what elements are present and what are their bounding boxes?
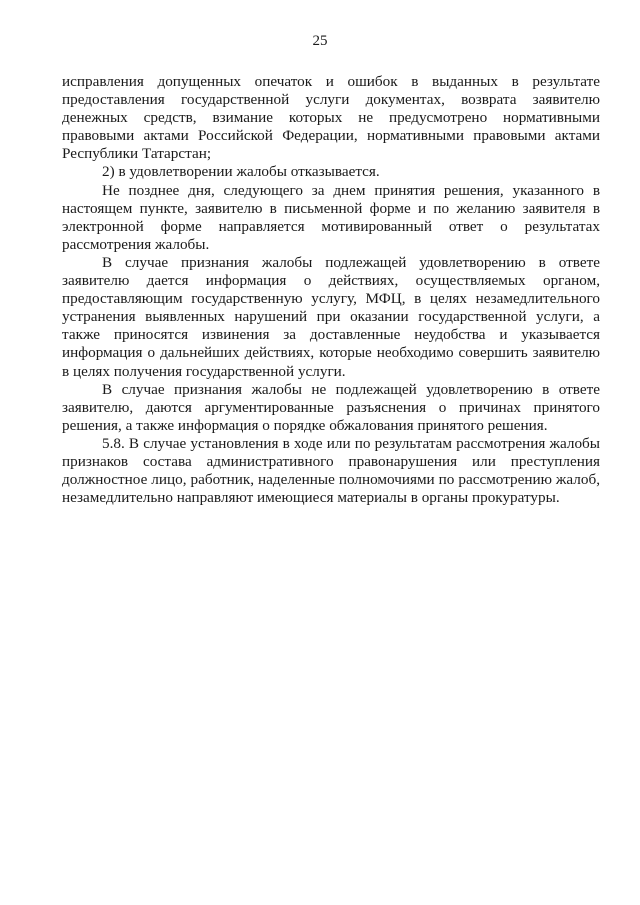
paragraph-section-5-8: 5.8. В случае установления в ходе или по результатам рассмотрения жалобы признаков состава административного правонарушения или преступления должностное лицо, работник, наделенные полномочиями по рассмотрению жалоб, незамедлительно направляют имеющиеся материалы в органы прокуратуры. bbox=[62, 434, 600, 507]
paragraph-refusal: 2) в удовлетворении жалобы отказывается. bbox=[102, 163, 380, 181]
page-number: 25 bbox=[312, 33, 328, 49]
document-body bbox=[62, 73, 600, 507]
paragraph-response-deadline: Не позднее дня, следующего за днем принятия решения, указанного в настоящем пункте, заявителю в письменной форме и по желанию заявителя в электронной форме направляется мотивированный ответ о результатах рассмотрения жалобы. bbox=[62, 181, 600, 253]
paragraph-unsatisfied-complaint: В случае признания жалобы не подлежащей удовлетворению в ответе заявителю, даются аргументированные разъяснения о причинах принятого решения, а также информация о порядке обжалования принятого решения. bbox=[62, 380, 600, 434]
paragraph-continuation: исправления допущенных опечаток и ошибок в выданных в результате предоставления государственной услуги документах, возврата заявителю денежных средств, взимание которых не предусмотрено нормативными правовыми актами Российской Федерации, нормативными правовыми актами Республики Татарстан; bbox=[62, 73, 600, 163]
paragraph-satisfied-complaint: В случае признания жалобы подлежащей удовлетворению в ответе заявителю дается информация о действиях, осуществляемых органом, предоставляющим государственную услугу, МФЦ, в целях незамедлительного устранения выявленных нарушений при оказании государственной услуги, а также приносятся извинения за доставленные неудобства и указывается информация о дальнейших действиях, которые необходимо совершить заявителю в целях получения государственной услуги. bbox=[62, 253, 600, 380]
